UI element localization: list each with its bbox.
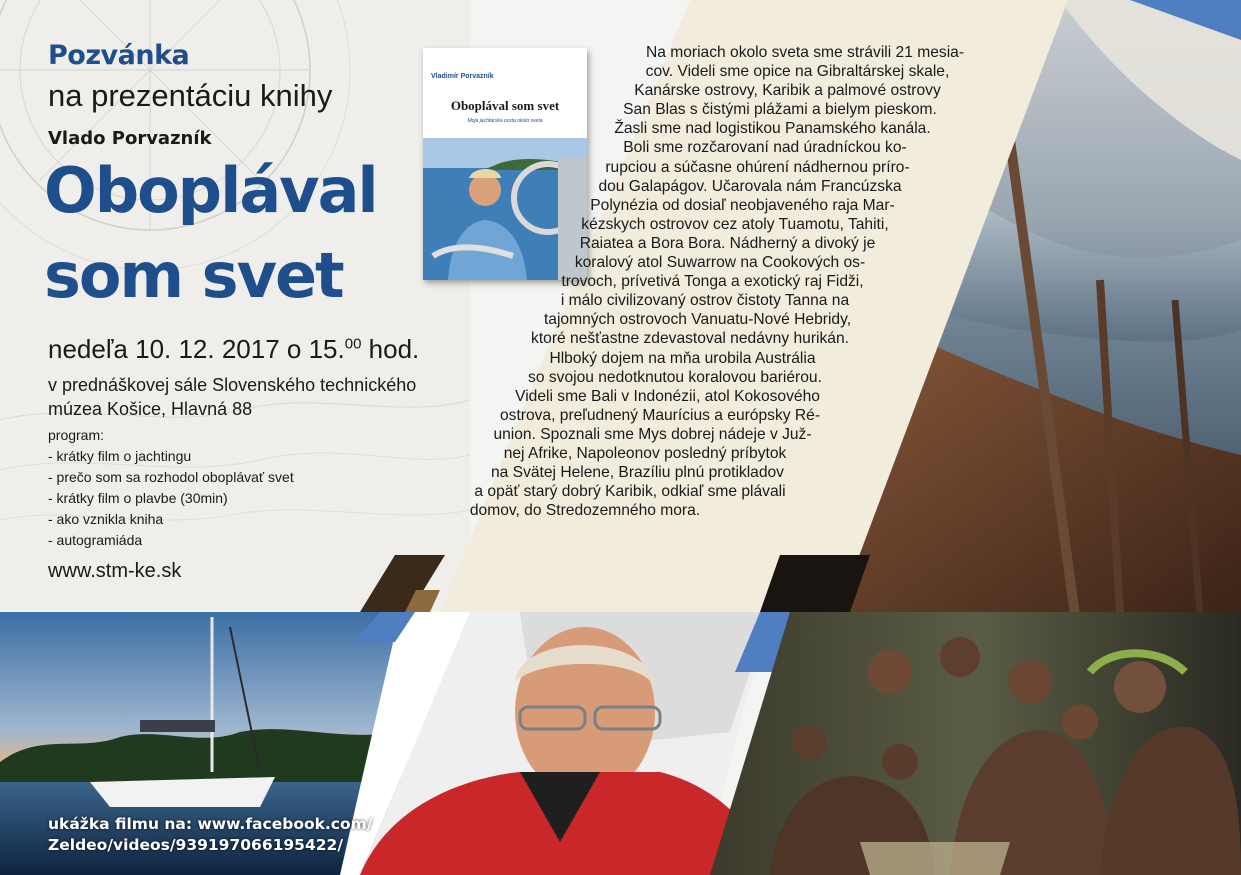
story-line: domov, do Stredozemného mora. [469, 502, 701, 520]
facebook-video-link[interactable] [48, 814, 372, 856]
story-line: ostrova, preľudnený Maurícius a európsky Ré- [499, 406, 821, 424]
event-date-main: nedeľa 10. 12. 2017 o 15. [48, 334, 345, 364]
story-line: Videli sme Bali v Indonézii, atol Kokosového [515, 387, 820, 405]
story-line: a opäť starý dobrý Karibik, odkiaľ sme plávali [474, 483, 786, 501]
event-date-minutes: 00 [344, 335, 362, 353]
program-list [48, 425, 294, 551]
program-item: - autogramiáda [48, 532, 143, 548]
author-name: Vlado Porvazník [48, 128, 212, 149]
story-text [455, 43, 1045, 520]
story-line: na Svätej Helene, Brazíliu plnú protikladov [491, 464, 784, 482]
program-item: - ako vznikla kniha [48, 511, 164, 527]
venue-line1: v prednáškovej sále Slovenského technického [48, 375, 417, 395]
story-line: koralový atol Suwarrow na Cookových os- [574, 254, 866, 272]
story-line: Žasli sme nad logistikou Panamského kanála. [614, 120, 931, 138]
program-item: - prečo som sa rozhodol oboplávať svet [48, 469, 294, 485]
book-title-line2: som svet [44, 239, 343, 312]
invitation-heading: Pozvánka [48, 40, 190, 71]
website-link[interactable]: www.stm-ke.sk [48, 560, 182, 582]
story-line: nej Afrike, Napoleonov posledný príbytok [503, 444, 787, 462]
facebook-link-line2: Zeldeo/videos/939197066195422/ [48, 836, 343, 854]
book-cover-title: Oboplával som svet [450, 98, 560, 113]
venue-line2: múzea Košice, Hlavná 88 [48, 399, 253, 419]
program-item: - krátky film o plavbe (30min) [48, 490, 228, 506]
story-line: so svojou nedotknutou koralovou bariérou. [528, 368, 822, 386]
story-line: trovoch, prívetivá Tonga a exotický raj Fidži, [561, 273, 864, 291]
story-line: Polynézia od dosiaľ neobjaveného raja Mar- [590, 196, 895, 214]
event-venue [48, 373, 468, 421]
story-line: Boli sme rozčarovaní nad úradníckou ko- [623, 139, 907, 157]
story-line: ktoré nešťastne zdevastoval nedávny hurikán. [531, 330, 849, 348]
story-line: i málo civilizovaný ostrov čistoty Tanna na [560, 292, 850, 310]
event-date [48, 334, 419, 365]
story-line: kézskych ostrovov cez atoly Tuamotu, Tahiti, [581, 215, 889, 233]
story-line: San Blas s čistými plážami a bielym pieskom. [623, 101, 937, 119]
invitation-subheading: na prezentáciu knihy [48, 78, 333, 113]
story-line: rupciou a súčasne ohúrení nádhernou príro- [605, 158, 910, 176]
story-line: tajomných ostrovoch Vanuatu-Nové Hebridy, [543, 311, 852, 329]
book-cover-subtitle: Moja jachtárska cesta okolo sveta [467, 118, 543, 124]
facebook-link-line1: ukážka filmu na: www.facebook.com/ [48, 815, 373, 833]
story-line: Raiatea a Bora Bora. Nádherný a divoký je [579, 234, 876, 252]
program-label: program: [48, 427, 105, 443]
book-title-line1: Oboplával [44, 154, 377, 227]
book-cover-author: Vladimír Porvazník [431, 73, 494, 80]
story-line: Hlboký dojem na mňa urobila Austrália [549, 349, 816, 367]
story-line: cov. Videli sme opice na Gibraltárskej skale, [645, 63, 950, 81]
story-line: Na moriach okolo sveta sme strávili 21 mesia- [645, 44, 965, 61]
story-line: union. Spoznali sme Mys dobrej nádeje v Juž- [493, 425, 812, 443]
story-line: dou Galapágov. Učarovala nám Francúzska [598, 177, 902, 195]
event-date-suffix: hod. [361, 334, 420, 364]
program-item: - krátky film o jachtingu [48, 448, 192, 464]
story-line: Kanárske ostrovy, Karibik a palmové ostrovy [634, 82, 941, 100]
